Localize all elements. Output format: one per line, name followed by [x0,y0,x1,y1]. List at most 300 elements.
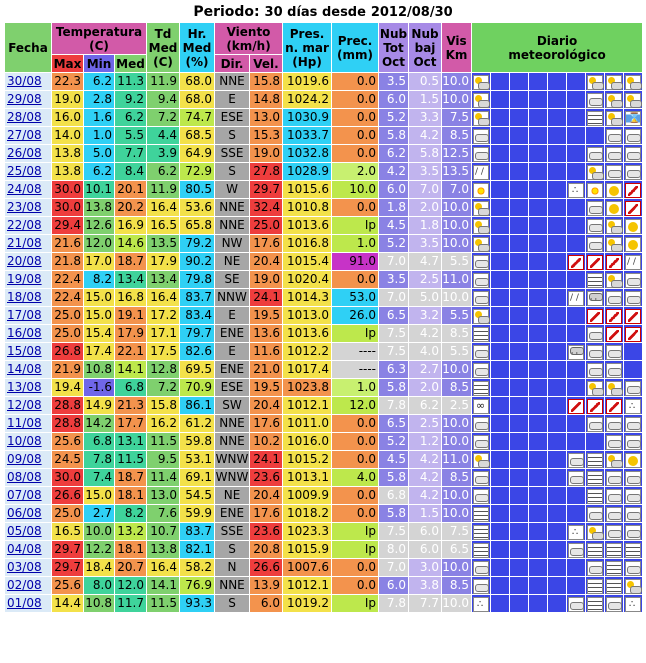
table-row [5,181,642,198]
cell-prec: 0.0 [332,415,378,432]
cell-max: 14.4 [52,595,83,612]
cell-min: 2.7 [84,505,114,522]
cell-prec: Ip [332,217,378,234]
cell-td: 11.9 [147,73,179,90]
cell-prec: Ip [332,595,378,612]
date-link[interactable]: 26/08 [5,145,51,162]
sc-weather-icon [606,93,622,108]
date-link[interactable]: 16/08 [5,325,51,342]
cell-med: 11.3 [115,73,146,90]
th-weather-icon [606,309,622,324]
cell-prec: ---- [332,343,378,360]
date-link[interactable]: 24/08 [5,181,51,198]
cell-prec: 0.0 [332,73,378,90]
cell-min: 12.2 [85,542,112,556]
cell-vel: 13.6 [250,325,282,342]
header-diario: Diario meteorológico [472,23,642,72]
cell-td: 3.9 [147,145,179,162]
cell-pres: 1009.9 [283,487,331,504]
diario-slot [491,307,509,324]
cell-td: 10.7 [147,523,179,540]
fg-weather-icon [473,525,489,540]
cl-weather-icon [587,363,603,378]
diario-slot [624,253,642,270]
cell-nubtot: 6.0 [379,91,408,108]
diario-slot [548,415,566,432]
diario-slot [624,163,642,180]
diario-slot [491,415,509,432]
header-max: Max [53,56,82,71]
cell-vis: 10.0 [442,200,470,214]
cell-min: 18.4 [85,560,112,574]
cell-hr: 93.3 [180,595,214,612]
cell-med: 18.7 [115,253,146,270]
sc-weather-icon [606,237,622,252]
cell-nubtot: 7.8 [379,595,408,612]
cell-min: 6.2 [84,163,114,180]
cell-hr: 79.2 [180,235,214,252]
date-link[interactable]: 01/08 [5,595,51,612]
cell-dir: WNW [215,452,249,466]
cell-hr: 80.5 [180,181,214,198]
cl-weather-icon [625,525,641,540]
diario-slot [586,235,604,252]
cell-dir: S [215,163,249,180]
date-link[interactable]: 12/08 [5,397,51,414]
cl-weather-icon [587,219,603,234]
diario-slot [491,595,509,612]
weather-table [4,22,643,613]
cl-weather-icon [473,129,489,144]
diario-slot [472,505,490,522]
date-link[interactable]: 27/08 [5,127,51,144]
diario-slot [529,343,547,360]
cell-hr: 72.9 [180,163,214,180]
period-date: 2012/08/30 [370,5,453,20]
cell-min: 10.8 [85,362,112,376]
cell-pres: 1023.3 [283,523,331,540]
diario-slot [472,217,490,234]
cell-med: 18.1 [115,541,146,558]
dr-weather-icon [568,525,584,540]
cell-nubbaj: 4.2 [409,487,441,504]
table-row [5,109,642,126]
diario-slot [510,451,528,468]
cl-weather-icon [625,471,641,486]
diario-slot [586,577,604,594]
cl-weather-icon [473,363,489,378]
diario-slot [491,217,509,234]
date-link[interactable]: 04/08 [5,541,51,558]
hg2-weather-icon [625,111,641,126]
cell-nubbaj: 4.2 [409,469,441,486]
diario-slot [586,145,604,162]
diario-slot [529,253,547,270]
cell-vis: 8.5 [442,577,471,594]
cell-med: 7.7 [115,145,146,162]
diario-slot [624,379,642,396]
diario-slot [529,505,547,522]
cell-nubtot: 6.2 [379,145,408,162]
cell-nubbaj: 2.5 [409,415,441,432]
diario-slot [510,91,528,108]
diario-slot [510,379,528,396]
cell-vis: 7.5 [442,109,471,126]
sc-weather-icon [606,453,622,468]
cl-weather-icon [473,489,489,504]
cell-hr: 69.5 [180,361,214,378]
sc-weather-icon [473,201,489,216]
diario-slot [491,73,509,90]
diario-slot [491,379,509,396]
cell-max: 16.5 [52,523,83,540]
diario-slot [605,505,623,522]
diario-slot [472,451,490,468]
cell-dir: ENE [215,505,249,522]
cell-prec: 1.0 [332,235,378,252]
diario-slot [529,379,547,396]
date-link[interactable]: 25/08 [5,163,51,180]
date-link[interactable]: 05/08 [5,523,51,540]
date-link[interactable]: 29/08 [5,91,51,108]
cell-med: 12.0 [115,577,146,594]
header-dir: Dir. [215,55,249,72]
cell-td: 15.8 [147,397,179,414]
diario-slot [472,163,490,180]
cell-nubbaj: 1.5 [409,91,441,108]
date-link[interactable]: 21/08 [5,235,51,252]
diario-slot [605,271,623,288]
cell-med: 19.1 [115,307,146,324]
date-link[interactable]: 23/08 [5,199,51,216]
cell-hr: 68.5 [180,127,214,144]
cell-pres: 1011.0 [283,415,331,432]
fg-weather-icon [625,543,641,558]
cell-vis: 5.5 [442,343,471,360]
date-link[interactable]: 28/08 [5,109,51,126]
diario-slot [529,397,547,414]
cl-weather-icon [587,507,603,522]
cl-weather-icon [587,327,603,342]
cl-weather-icon [473,579,489,594]
date-link[interactable]: 30/08 [5,73,51,90]
diario-slot [491,487,509,504]
table-row [5,469,642,486]
cl-weather-icon [568,453,584,468]
cell-vel: 17.6 [250,505,282,522]
cell-min: 8.2 [84,271,114,288]
cell-nubtot: 8.0 [379,541,408,558]
th-weather-icon [625,183,641,198]
diario-slot [567,361,585,378]
diario-slot [624,343,642,360]
table-row [5,379,642,396]
cell-dir: E [215,91,249,108]
diario-slot [472,433,490,450]
cell-max: 19.0 [52,91,83,108]
diario-slot [529,433,547,450]
diario-slot [548,289,566,306]
sun-weather-icon [625,453,641,468]
cell-nubbaj: 4.7 [409,253,441,270]
cell-nubtot: 7.8 [379,397,408,414]
cell-max: 22.3 [52,73,83,90]
diario-slot [567,181,585,198]
diario-slot [567,91,585,108]
date-link[interactable]: 09/08 [5,451,51,468]
table-row [5,127,642,144]
cell-td: 17.1 [147,325,179,342]
diario-slot [624,433,642,450]
diario-slot [529,235,547,252]
diario-slot [567,325,585,342]
diario-slot [567,415,585,432]
diario-slot [510,163,528,180]
cell-pres: 1016.8 [283,235,331,252]
date-link[interactable]: 20/08 [5,253,51,270]
date-link[interactable]: 22/08 [5,217,51,234]
diario-slot [624,73,642,90]
date-link[interactable]: 02/08 [5,577,51,594]
diario-slot [472,595,490,612]
cl-weather-icon [625,417,641,432]
diario-slot [586,163,604,180]
cell-med: 14.1 [115,361,146,378]
diario-slot [586,559,604,576]
cell-med: 8.2 [115,505,146,522]
cl-weather-icon [568,597,584,612]
cell-hr: 76.9 [180,577,214,594]
date-link[interactable]: 08/08 [5,469,51,486]
cl-weather-icon [473,471,489,486]
diario-slot [586,541,604,558]
cl-weather-icon [625,147,641,162]
cell-vel: 20.8 [250,541,282,558]
diario-slot [472,109,490,126]
cell-vel: 11.6 [250,343,282,360]
cell-min: 1.6 [84,109,114,126]
th-weather-icon [625,327,641,342]
diario-slot [586,487,604,504]
cl-weather-icon [625,165,641,180]
cl-weather-icon [473,291,489,306]
diario-slot [548,73,566,90]
cell-hr: 59.8 [180,433,214,450]
cell-prec: 0.0 [332,271,378,288]
diario-slot [567,307,585,324]
date-link[interactable]: 10/08 [5,433,51,450]
header-med: Med [116,56,145,71]
cell-nubbaj: 6.0 [409,523,441,540]
header-fecha: Fecha [5,23,51,72]
th-weather-icon [625,309,641,324]
diario-slot [491,91,509,108]
diario-slot [510,325,528,342]
table-row [5,541,642,558]
date-link[interactable]: 06/08 [5,505,51,522]
diario-slot [567,127,585,144]
diario-slot [472,127,490,144]
cell-nubtot: 5.8 [379,379,408,396]
cell-nubtot: 6.0 [379,181,408,198]
cell-dir: SSE [215,145,249,162]
diario-slot [529,577,547,594]
cell-td: 13.0 [147,487,179,504]
cell-dir: ENE [215,361,249,378]
cell-prec: 4.0 [332,469,378,486]
date-link[interactable]: 11/08 [5,415,51,432]
cell-max: 29.7 [52,541,83,558]
header-pres: Pres. n. mar (Hp) [283,23,331,72]
cell-vis: 10.0 [442,596,470,610]
cell-vel: 32.4 [250,199,282,216]
date-link[interactable]: 19/08 [5,271,51,288]
rn-weather-icon [625,255,641,270]
diario-slot [510,595,528,612]
cl-weather-icon [587,417,603,432]
diario-slot [491,343,509,360]
diario-slot [548,451,566,468]
diario-slot [624,181,642,198]
cell-nubbaj: 3.5 [409,163,441,180]
date-link[interactable]: 07/08 [5,487,51,504]
cell-max: 22.4 [52,271,83,288]
cell-max: 21.9 [52,361,83,378]
cell-td: 16.4 [147,289,179,306]
table-row [5,451,642,468]
weather-rows [5,73,642,612]
cell-min: 17.4 [85,344,112,358]
diario-slot [624,523,642,540]
cell-nubbaj: 2.7 [409,361,441,378]
cl-weather-icon [587,147,603,162]
table-row [5,577,642,594]
cl-weather-icon [587,93,603,108]
cell-vel: 21.0 [250,361,282,378]
diario-slot [491,289,509,306]
date-link[interactable]: 17/08 [5,307,51,324]
cell-dir: NE [215,487,249,504]
cell-prec: 10.0 [332,181,378,198]
diario-slot [567,109,585,126]
diario-slot [605,343,623,360]
cell-prec: ---- [332,361,378,378]
cell-nubtot: 5.2 [379,235,408,252]
diario-slot [491,235,509,252]
diario-slot [567,235,585,252]
diario-slot [510,145,528,162]
cell-nubbaj: 3.5 [409,235,441,252]
table-row [5,595,642,612]
diario-slot [548,343,566,360]
cl-weather-icon [606,525,622,540]
cell-pres: 1007.6 [283,559,331,576]
diario-slot [472,361,490,378]
cell-td: 4.4 [147,127,179,144]
date-link[interactable]: 03/08 [5,559,51,576]
cell-nubbaj: 3.8 [409,577,441,594]
cell-nubtot: 7.5 [379,343,408,360]
sun-weather-icon [625,237,641,252]
cell-prec: 0.0 [332,505,378,522]
cl-weather-icon [606,147,622,162]
diario-slot [605,577,623,594]
cell-max: 19.4 [52,379,83,396]
cell-nubbaj: 5.0 [409,289,441,306]
diario-slot [605,451,623,468]
cell-vel: 20.4 [250,487,282,504]
cell-vis: 6.5 [442,541,471,558]
diario-slot [472,397,490,414]
diario-slot [510,181,528,198]
diario-slot [624,127,642,144]
diario-slot [567,559,585,576]
diario-slot [510,271,528,288]
diario-slot [548,127,566,144]
cell-hr: 83.4 [180,307,214,324]
date-link[interactable]: 15/08 [5,343,51,360]
date-link[interactable]: 14/08 [5,361,51,378]
cell-dir: E [215,343,249,360]
date-link[interactable]: 13/08 [5,379,51,396]
table-row [5,559,642,576]
diario-slot [624,595,642,612]
cell-hr: 90.2 [180,253,214,270]
cell-max: 28.8 [52,397,83,414]
cell-vis: 10.0 [442,236,470,250]
diario-slot [567,505,585,522]
sh-weather-icon [568,345,584,360]
diario-slot [529,595,547,612]
cell-dir: NNE [215,217,249,234]
fg-weather-icon [473,507,489,522]
diario-slot [510,235,528,252]
diario-slot [624,325,642,342]
cell-dir: NW [215,235,249,252]
diario-slot [529,91,547,108]
cell-nubtot: 7.0 [379,289,408,306]
cell-pres: 1033.7 [283,127,331,144]
cell-hr: 70.9 [180,379,214,396]
fg-weather-icon [473,327,489,342]
date-link[interactable]: 18/08 [5,289,51,306]
cell-dir: N [215,559,249,576]
cell-nubtot: 5.8 [379,469,408,486]
diario-slot [472,541,490,558]
st-weather-icon [473,183,489,198]
cell-max: 25.6 [52,577,83,594]
diario-slot [529,307,547,324]
cl-weather-icon [625,273,641,288]
diario-slot [529,415,547,432]
sh-weather-icon [587,291,603,306]
table-row [5,523,642,540]
dr-weather-icon [568,183,584,198]
cl-weather-icon [625,561,641,576]
cell-med: 20.7 [115,559,146,576]
cell-nubtot: 4.5 [379,451,408,468]
cell-max: 21.6 [52,235,83,252]
cl-weather-icon [473,435,489,450]
diario-slot [567,451,585,468]
diario-slot [491,127,509,144]
cell-hr: 59.9 [180,505,214,522]
cl-weather-icon [606,435,622,450]
cell-pres: 1015.2 [283,451,331,468]
diario-slot [491,451,509,468]
diario-slot [472,523,490,540]
cell-hr: 83.7 [180,523,214,540]
